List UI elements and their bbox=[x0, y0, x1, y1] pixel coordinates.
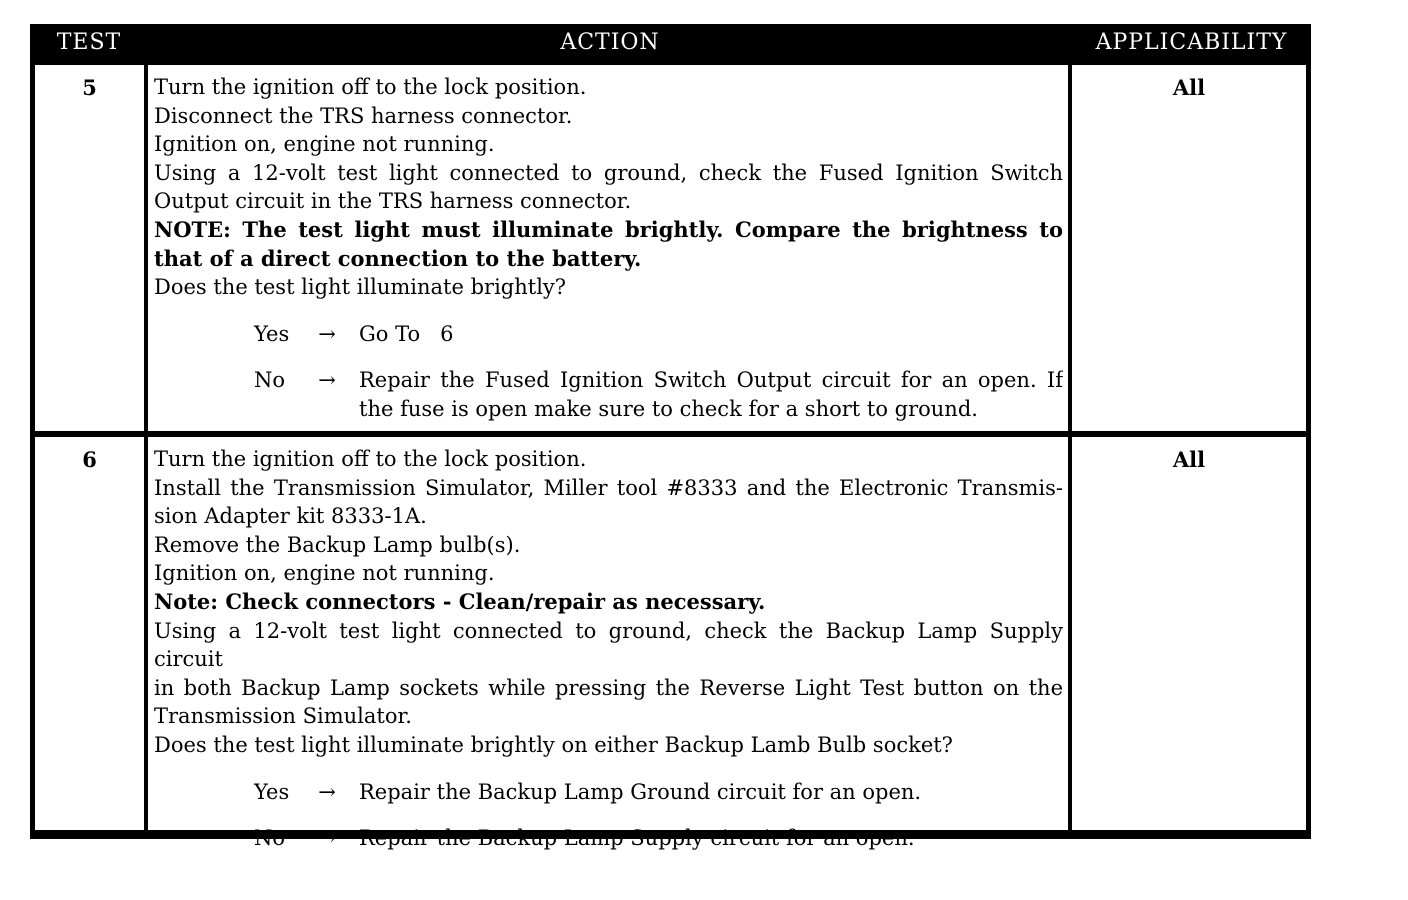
yes-answer bbox=[254, 320, 1063, 349]
row-5-applicability-cell bbox=[1072, 65, 1306, 431]
test-number: 5 bbox=[82, 75, 97, 100]
yes-result: Go To 6 bbox=[359, 321, 454, 346]
question-line: Does the test light illuminate brightly on either Backup Lamb Bulb socket? bbox=[154, 732, 953, 757]
header-applicability: APPLICABILITY bbox=[1095, 30, 1288, 55]
action-line: Disconnect the TRS harness connector. bbox=[154, 103, 573, 128]
action-line: Install the Transmission Simulator, Miller tool #8333 and the Electronic Transmis- bbox=[154, 475, 1063, 500]
no-result: Repair the Backup Lamp Supply circuit for an open. bbox=[359, 826, 915, 851]
action-line: Turn the ignition off to the lock position. bbox=[154, 75, 587, 99]
diagnostic-table bbox=[30, 24, 1311, 851]
note-line: Note: Check connectors - Clean/repair as necessary. bbox=[154, 588, 766, 614]
note-line: NOTE: The test light must illuminate brightly. Compare the brightness to bbox=[154, 216, 1063, 242]
right-arrow-icon: → bbox=[318, 368, 336, 393]
no-result-line: Repair the Fused Ignition Switch Output circuit for an open. If bbox=[359, 368, 1063, 393]
no-answer bbox=[254, 366, 1063, 423]
action-line: Remove the Backup Lamp bulb(s). bbox=[154, 532, 521, 557]
action-line: Using a 12-volt test light connected to ground, check the Backup Lamp Supply circuit bbox=[154, 618, 1063, 672]
action-line: sion Adapter kit 8333-1A. bbox=[154, 504, 427, 529]
action-line: Using a 12-volt test light connected to ground, check the Fused Ignition Switch bbox=[154, 160, 1063, 185]
action-line: Output circuit in the TRS harness connector. bbox=[154, 189, 632, 214]
header-test: TEST bbox=[56, 30, 122, 55]
yes-label: Yes bbox=[254, 779, 290, 804]
header-action: ACTION bbox=[560, 30, 660, 55]
note-line: that of a direct connection to the battery. bbox=[154, 245, 642, 271]
no-label: No bbox=[254, 826, 286, 851]
applicability-value: All bbox=[1172, 75, 1206, 100]
row-6-applicability-cell bbox=[1072, 437, 1306, 830]
no-label: No bbox=[254, 368, 286, 393]
action-line: Ignition on, engine not running. bbox=[154, 132, 495, 157]
action-line: Ignition on, engine not running. bbox=[154, 561, 495, 586]
question-line: Does the test light illuminate brightly? bbox=[154, 275, 567, 300]
yes-answer bbox=[254, 778, 1063, 807]
action-line: Turn the ignition off to the lock position. bbox=[154, 447, 587, 471]
row-6-test-cell bbox=[35, 437, 144, 830]
no-answer bbox=[254, 824, 1063, 853]
row-6-action-cell bbox=[148, 437, 1068, 851]
yes-label: Yes bbox=[254, 321, 290, 346]
yes-result: Repair the Backup Lamp Ground circuit for an open. bbox=[359, 779, 922, 804]
right-arrow-icon: → bbox=[318, 826, 336, 851]
right-arrow-icon: → bbox=[318, 321, 336, 346]
action-line: in both Backup Lamp sockets while pressing the Reverse Light Test button on the bbox=[154, 675, 1063, 700]
applicability-value: All bbox=[1172, 447, 1206, 472]
row-5-test-cell bbox=[35, 65, 144, 431]
no-result-line: the fuse is open make sure to check for a short to ground. bbox=[359, 396, 978, 421]
right-arrow-icon: → bbox=[318, 779, 336, 804]
test-number: 6 bbox=[82, 447, 97, 472]
table-header bbox=[30, 24, 1311, 62]
row-5-action-cell bbox=[148, 65, 1068, 431]
action-line: Transmission Simulator. bbox=[154, 704, 412, 729]
